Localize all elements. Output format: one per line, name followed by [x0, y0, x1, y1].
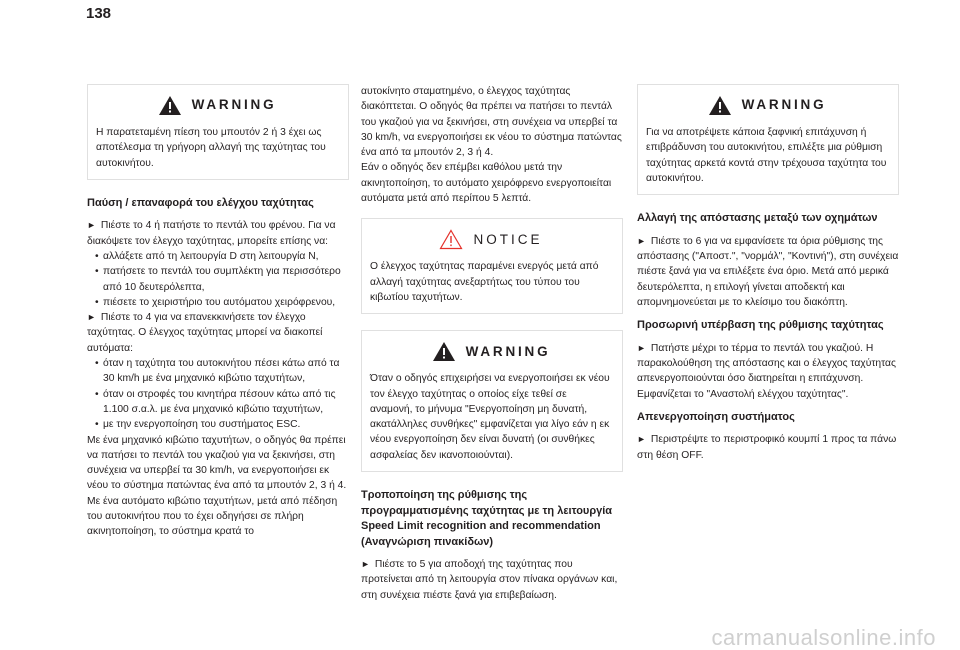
- arrow-icon: ►: [637, 235, 646, 246]
- warning-title: WARNING: [191, 97, 277, 113]
- warning-text: Η παρατεταμένη πίεση του μπουτόν 2 ή 3 έχει ως αποτέλεσμα τη γρήγορη αλλαγή της ταχύτητας του αυτοκινήτου.: [96, 127, 326, 169]
- bullet-item: • πατήσετε το πεντάλ του συμπλέκτη για περισσότερο από 10 δευτερόλεπτα,: [95, 264, 349, 295]
- warning-header: [370, 339, 612, 363]
- warning-icon: [708, 95, 732, 116]
- paragraph: Εάν ο οδηγός δεν επέμβει καθόλου μετά την ακινητοποίηση, το αυτόματο χειρόφρενο ενεργοποιείται αυτόματα μετά από περίπου 5 λεπτά.: [361, 162, 612, 205]
- bullet-list: [87, 356, 349, 432]
- paragraph: [637, 432, 899, 463]
- section-heading: Αλλαγή της απόστασης μεταξύ των οχημάτων: [637, 212, 878, 225]
- section-heading: Τροποποίηση της ρύθμισης της προγραμματισμένης ταχύτητας με τη λειτουργία Speed Limit recognition and recommendation (Αναγνώριση πινακίδων): [361, 489, 613, 548]
- warning-text: Για να αποτρέψετε κάποια ξαφνική επιτάχυνση ή επιβράδυνση του αυτοκινήτου, επιλέξτε μια ρύθμιση ταχύτητας αρκετά κοντά στην τρέχουσα ταχύτητα του αυτοκινήτου.: [646, 127, 887, 184]
- paragraph: [637, 234, 899, 310]
- paragraph: [87, 310, 349, 356]
- notice-header: [370, 227, 612, 251]
- section-heading: Προσωρινή υπέρβαση της ρύθμισης ταχύτητας: [637, 319, 884, 332]
- paragraph: Με ένα μηχανικό κιβώτιο ταχυτήτων, ο οδηγός θα πρέπει να πατήσει το πεντάλ του γκαζιού για να ξεκινήσει, στη συνέχεια να υπερβεί τα 30 km/h, να ενεργοποιήσει εκ νέου το σύστημα πατώντας ένα από τα μπουτόν 2, 3 ή 4.: [87, 434, 347, 492]
- paragraph-text: Πιέστε το 4 για να επανεκκινήσετε τον έλεγχο ταχύτητας. Ο έλεγχος ταχύτητας μπορεί να διακοπεί αυτόματα:: [87, 312, 323, 354]
- column-3: [637, 84, 899, 463]
- page-number: 138: [86, 5, 112, 22]
- bullet-item: • όταν η ταχύτητα του αυτοκινήτου πέσει κάτω από τα 30 km/h με ένα μηχανικό κιβώτιο ταχυτήτων,: [95, 356, 349, 387]
- arrow-icon: ►: [361, 559, 370, 570]
- notice-text: Ο έλεγχος ταχύτητας παραμένει ενεργός μετά από αλλαγή ταχύτητας ανεξαρτήτως του τύπου του κιβωτίου ταχυτήτων.: [370, 261, 599, 303]
- bullet-item: • όταν οι στροφές του κινητήρα πέσουν κάτω από τις 1.100 σ.α.λ. με ένα μηχανικό κιβώτιο ταχυτήτων,: [95, 387, 349, 418]
- section-heading: Απενεργοποίηση συστήματος: [637, 410, 795, 423]
- paragraph-text: Περιστρέψτε το περιστροφικό κουμπί 1 προς τα πάνω στη θέση OFF.: [637, 434, 897, 461]
- warning-icon: [432, 341, 456, 362]
- bullet-item: • αλλάξετε από τη λειτουργία D στη λειτουργία N,: [95, 249, 349, 264]
- paragraph-text: Πιέστε το 5 για αποδοχή της ταχύτητας που προτείνεται από τη λειτουργία στον πίνακα οργάνων και, στη συνέχεια πιέστε ξανά για επιβεβαίωση.: [361, 559, 618, 601]
- bullet-list: [87, 249, 349, 310]
- paragraph: αυτοκίνητο σταματημένο, ο έλεγχος ταχύτητας διακόπτεται. Ο οδηγός θα πρέπει να πατήσει το πεντάλ του γκαζιού για να ξεκινήσει, στη συνέχεια να υπερβεί τα 30 km/h, να ενεργοποιήσει εκ νέου το σύστημα πατώντας ένα από τα μπουτόν 2, 3 ή 4.: [361, 86, 622, 159]
- notice-icon: [439, 229, 463, 250]
- paragraph: [637, 341, 899, 402]
- arrow-icon: ►: [637, 434, 646, 445]
- warning-box: [637, 84, 899, 195]
- bullet-item: • με την ενεργοποίηση του συστήματος ESC.: [95, 417, 349, 432]
- warning-box: [87, 84, 349, 180]
- watermark: carmanualsonline.info: [711, 624, 936, 650]
- paragraph: [87, 218, 349, 249]
- notice-title: NOTICE: [473, 231, 543, 247]
- warning-title: WARNING: [741, 97, 827, 113]
- arrow-icon: ►: [87, 220, 96, 231]
- warning-title: WARNING: [465, 343, 551, 359]
- paragraph-text: Πιέστε το 4 ή πατήστε το πεντάλ του φρένου. Για να διακόψετε τον έλεγχο ταχύτητας, μπορείτε επίσης να:: [87, 220, 336, 247]
- column-1: [87, 84, 349, 540]
- warning-header: [96, 93, 338, 117]
- paragraph: Με ένα αυτόματο κιβώτιο ταχυτήτων, μετά από πέδηση του αυτοκινήτου που το έχει οδηγήσει σε πλήρη ακινητοποίηση, το σύστημα κρατά το: [87, 495, 338, 538]
- arrow-icon: ►: [87, 312, 96, 323]
- warning-text: Όταν ο οδηγός επιχειρήσει να ενεργοποιήσει εκ νέου τον έλεγχο ταχύτητας ο οποίος είχε τεθεί σε αναμονή, το μήνυμα "Ενεργοποίηση μη δυνατή, ακατάλληλες συνθήκες" εμφανίζεται για λίγο εάν η εκ νέου ενεργοποίηση δεν είναι δυνατή (οι συνθήκες ασφαλείας δεν ικανοποιούνται).: [370, 373, 610, 461]
- paragraph-text: Πατήστε μέχρι το τέρμα το πεντάλ του γκαζιού. Η παρακολούθηση της απόστασης και ο έλεγχος ταχύτητας απενεργοποιούνται όσο διατηρείται η επιτάχυνση. Εμφανίζεται το "Αναστολή ελέγχου ταχύτητας".: [637, 342, 896, 400]
- column-2: [361, 84, 623, 603]
- section-heading: Παύση / επαναφορά του ελέγχου ταχύτητας: [87, 196, 314, 209]
- warning-box: [361, 330, 623, 472]
- warning-header: [646, 93, 888, 117]
- notice-box: [361, 218, 623, 314]
- paragraph: [361, 557, 623, 603]
- paragraph-text: Πιέστε το 6 για να εμφανίσετε τα όρια ρύθμισης της απόστασης ("Αποστ.", "νορμάλ", "Κοντινή"), στη συνέχεια πιέστε ξανά για να επιλέξετε ένα όριο. Μετά από μερικά δευτερόλεπτα, η επιλογή γίνεται αποδεκτή και απομνημονεύεται με το κλείσιμο του διακόπτη.: [637, 235, 899, 308]
- arrow-icon: ►: [637, 342, 646, 353]
- bullet-item: • πιέσετε το χειριστήριο του αυτόματου χειρόφρενου,: [95, 295, 349, 310]
- warning-icon: [158, 95, 182, 116]
